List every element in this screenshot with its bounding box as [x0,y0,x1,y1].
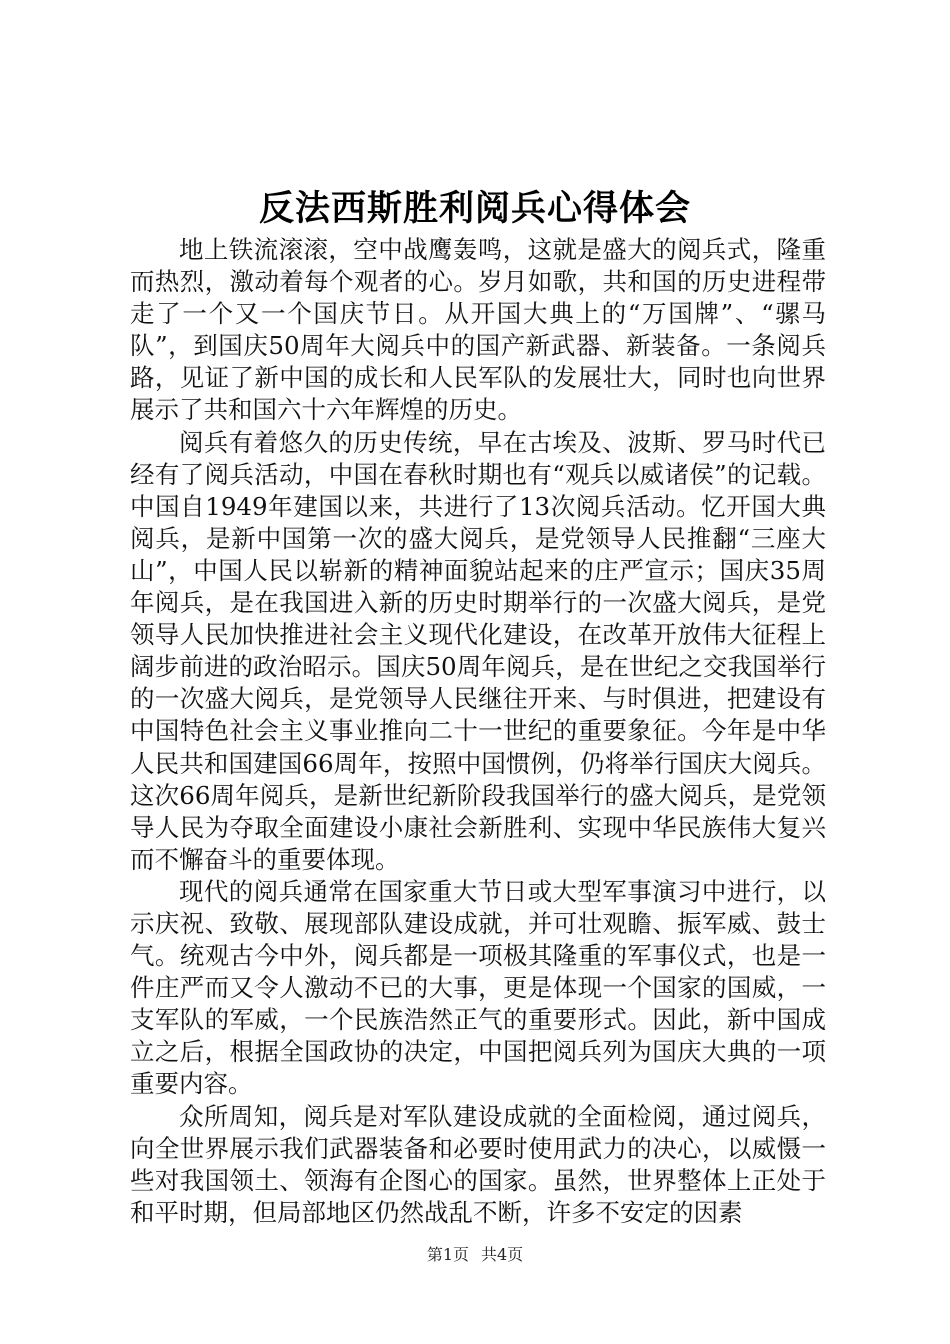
paragraph-4: 众所周知，阅兵是对军队建设成就的全面检阅，通过阅兵，向全世界展示我们武器装备和必要时使用武力的决心，以威慑一些对我国领土、领海有企图心的国家。虽然，世界整体上正处于和平时期，但局部地区仍然战乱不断，许多不安定的因素 [130,1101,826,1227]
paragraph-3: 现代的阅兵通常在国家重大节日或大型军事演习中进行，以示庆祝、致敬、展现部队建设成就，并可壮观瞻、振军威、鼓士气。统观古今中外，阅兵都是一项极其隆重的军事仪式，也是一件庄严而又令人激动不已的大事，更是体现一个国家的国威，一支军队的军威，一个民族浩然正气的重要形式。因此，新中国成立之后，根据全国政协的决定，中国把阅兵列为国庆大典的一项重要内容。 [130,876,826,1099]
paragraph-1: 地上铁流滚滚，空中战鹰轰鸣，这就是盛大的阅兵式，隆重而热烈，激动着每个观者的心。岁月如歌，共和国的历史进程带走了一个又一个国庆节日。从开国大典上的“万国牌”、“骡马队”，到国庆50周年大阅兵中的国产新武器、新装备。一条阅兵路，见证了新中国的成长和人民军队的发展壮大，同时也向世界展示了共和国六十六年辉煌的历史。 [130,235,826,425]
page-footer [0,1244,950,1266]
page-number: 第1页 [426,1245,469,1264]
document-title: 反法西斯胜利阅兵心得体会 [258,188,691,229]
document-body [130,234,826,1229]
paragraph-2: 阅兵有着悠久的历史传统，早在古埃及、波斯、罗马时代已经有了阅兵活动，中国在春秋时期也有“观兵以威诸侯”的记载。中国自1949年建国以来，共进行了13次阅兵活动。忆开国大典阅兵，是新中国第一次的盛大阅兵，是党领导人民推翻“三座大山”，中国人民以崭新的精神面貌站起来的庄严宣示；国庆35周年阅兵，是在我国进入新的历史时期举行的一次盛大阅兵，是党领导人民加快推进社会主义现代化建设，在改革开放伟大征程上阔步前进的政治昭示。国庆50周年阅兵，是在世纪之交我国举行的一次盛大阅兵，是党领导人民继往开来、与时俱进，把建设有中国特色社会主义事业推向二十一世纪的重要象征。今年是中华人民共和国建国66周年，按照中国惯例，仍将举行国庆大阅兵。这次66周年阅兵，是新世纪新阶段我国举行的盛大阅兵，是党领导人民为夺取全面建设小康社会新胜利、实现中华民族伟大复兴而不懈奋斗的重要体现。 [130,427,826,874]
page-total: 共4页 [481,1245,524,1264]
